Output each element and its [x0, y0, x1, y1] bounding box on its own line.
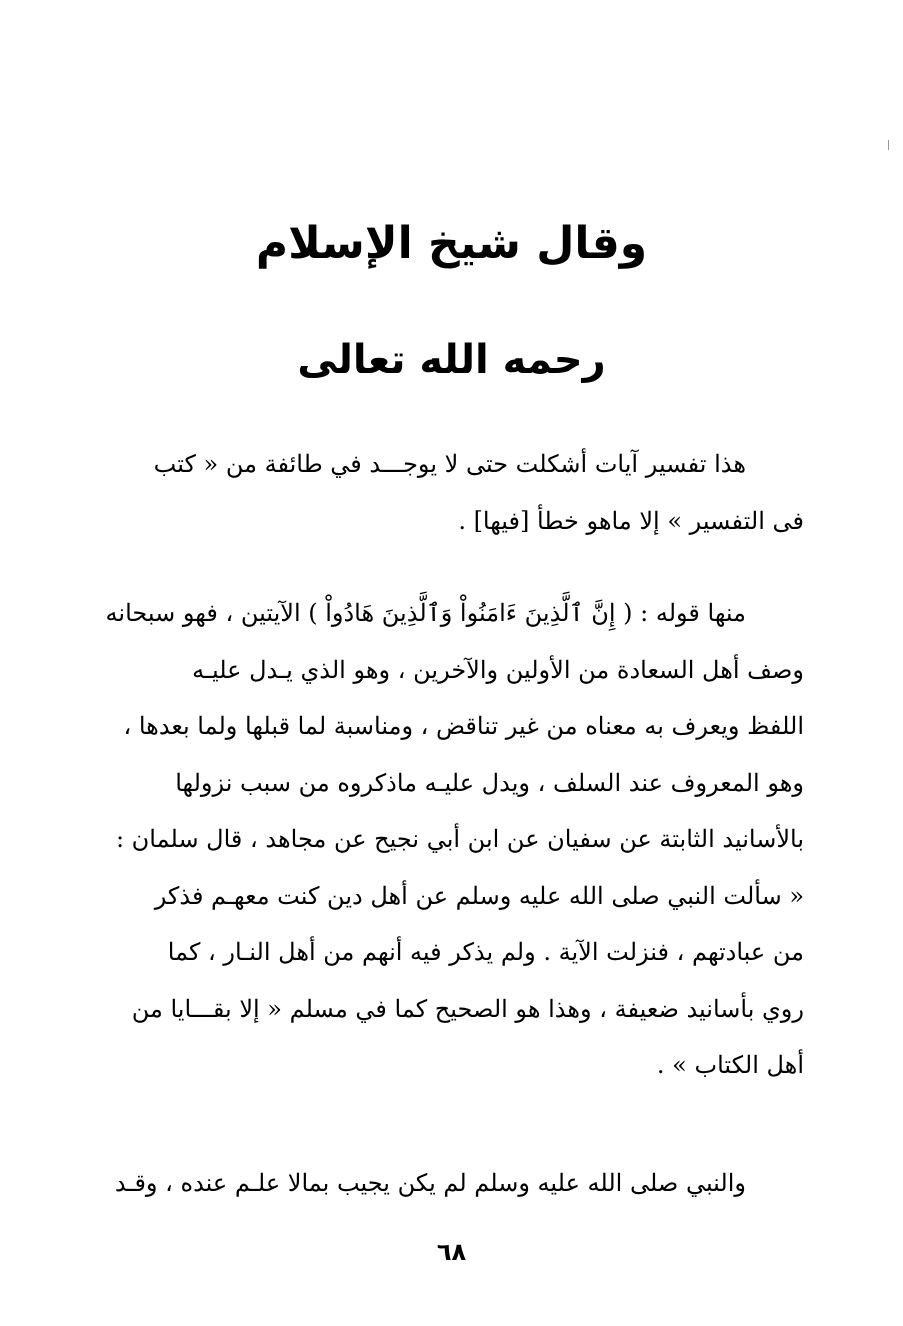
paragraph-line: والنبي صلى الله عليه وسلم لم يكن يجيب بمالا علـم عنده ، وقـد — [114, 1169, 746, 1197]
paragraph-line: « سألت النبي صلى الله عليه وسلم عن أهل دين كنت معهـم فذكر — [154, 881, 804, 910]
chapter-subtitle: رحمه الله تعالى — [297, 337, 606, 383]
paragraph-intro — [78, 436, 804, 549]
paragraph-closing — [78, 1155, 804, 1212]
margin-mark — [888, 140, 889, 150]
paragraph-line: بالأسانيد الثابتة عن سفيان عن ابن أبي نجيح عن مجاهد ، قال سلمان : — [115, 825, 804, 853]
paragraph-line: أهل الكتاب » . — [656, 1051, 804, 1079]
paragraph-line: وصف أهل السعادة من الأولين والآخرين ، وهو الذي يـدل عليـه — [192, 655, 804, 684]
paragraph-line: هذا تفسير آيات أشكلت حتى لا يوجـــد في طائفة من « كتب — [153, 450, 746, 478]
paragraph-line: وهو المعروف عند السلف ، ويدل عليـه ماذكروه من سبب نزولها — [175, 768, 804, 797]
page-number: ٦٨ — [436, 1238, 467, 1266]
chapter-title: وقال شيخ الإسلام — [255, 218, 648, 269]
paragraph-body — [78, 585, 804, 1094]
paragraph-line: روي بأسانيد ضعيفة ، وهذا هو الصحيح كما في مسلم « إلا بقـــايا من — [131, 994, 804, 1023]
paragraph-line: فى التفسير » إلا ماهو خطأ [فيها] . — [458, 506, 804, 535]
paragraph-line: من عبادتهم ، فنزلت الآية . ولم يذكر فيه أنهم من أهل النـار ، كما — [167, 938, 804, 966]
paragraph-line: اللفظ ويعرف به معناه من غير تناقض ، ومناسبة لما قبلها ولما بعدها ، — [123, 712, 804, 740]
paragraph-line-with-quran-verse: منها قوله : ( إِنَّ ٱلَّذِينَ ءَامَنُواْ وَٱلَّذِينَ هَادُواْ ) الآيتين ، فهو سبحانه — [105, 599, 746, 627]
